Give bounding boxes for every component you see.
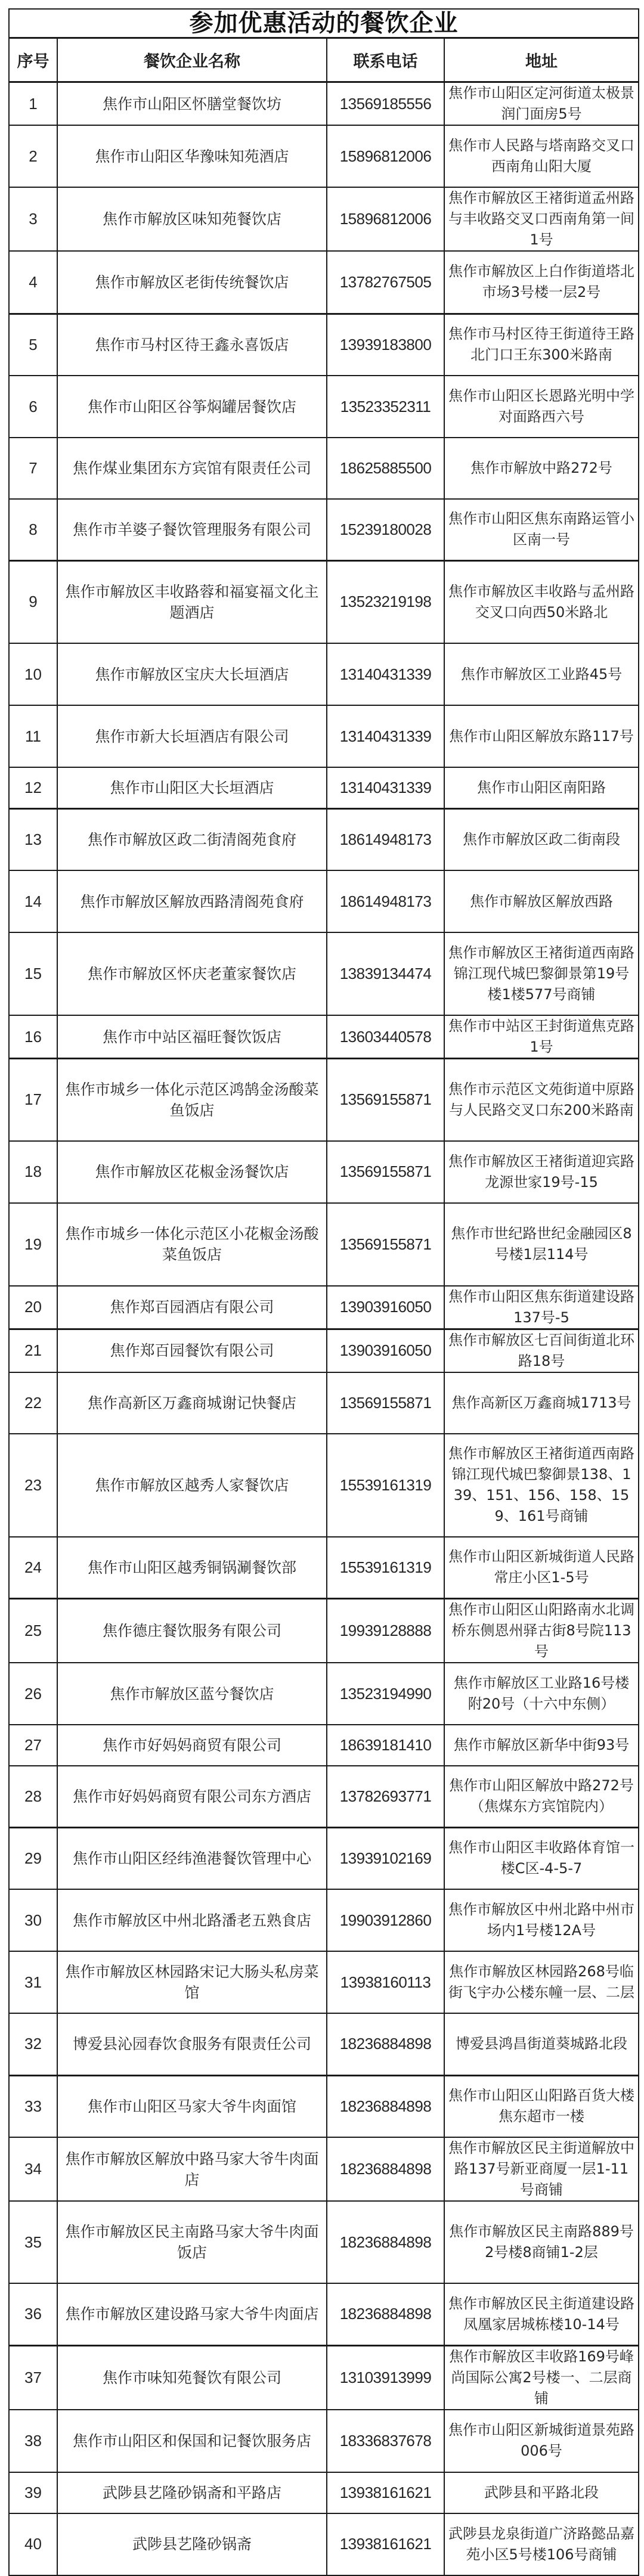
phone-cell: 13140431339 bbox=[327, 643, 444, 705]
table-row bbox=[9, 705, 639, 767]
table-row bbox=[9, 1537, 639, 1599]
seq-cell: 16 bbox=[9, 1015, 57, 1059]
restaurant-list-sheet bbox=[8, 8, 638, 2576]
phone-cell: 13939183800 bbox=[327, 314, 444, 376]
name-cell: 焦作市解放区丰收路蓉和福宴福文化主题酒店 bbox=[57, 560, 327, 643]
phone-cell: 18236884898 bbox=[327, 2013, 444, 2075]
seq-cell: 22 bbox=[9, 1372, 57, 1434]
table-row bbox=[9, 932, 639, 1015]
table-row bbox=[9, 187, 639, 251]
table-row bbox=[9, 1599, 639, 1663]
phone-cell: 18625885500 bbox=[327, 438, 444, 499]
table-row bbox=[9, 1203, 639, 1286]
address-cell: 焦作市解放区丰收路与孟州路交叉口向西50米路北 bbox=[444, 560, 639, 643]
seq-cell: 29 bbox=[9, 1827, 57, 1889]
page-title: 参加优惠活动的餐饮企业 bbox=[9, 9, 639, 38]
phone-cell: 13603440578 bbox=[327, 1015, 444, 1059]
table-row bbox=[9, 1951, 639, 2013]
phone-cell: 15539161319 bbox=[327, 1537, 444, 1599]
table-row bbox=[9, 2075, 639, 2137]
table-row bbox=[9, 1015, 639, 1059]
seq-cell: 28 bbox=[9, 1766, 57, 1827]
phone-cell: 13523219198 bbox=[327, 560, 444, 643]
table-row bbox=[9, 767, 639, 808]
address-cell: 焦作市解放区上白作街道塔北市场3号楼一层2号 bbox=[444, 251, 639, 314]
phone-cell: 18236884898 bbox=[327, 2137, 444, 2201]
seq-cell: 35 bbox=[9, 2201, 57, 2283]
name-cell: 焦作市好妈妈商贸有限公司 bbox=[57, 1725, 327, 1766]
name-cell: 焦作市解放区宝庆大长垣酒店 bbox=[57, 643, 327, 705]
address-cell: 焦作市解放区解放西路 bbox=[444, 870, 639, 932]
name-cell: 焦作市好妈妈商贸有限公司东方酒店 bbox=[57, 1766, 327, 1827]
seq-cell: 20 bbox=[9, 1286, 57, 1329]
name-cell: 焦作市解放区建设路马家大爷牛肉面店 bbox=[57, 2283, 327, 2345]
address-cell: 焦作市山阳区焦东街道建设路137号-5 bbox=[444, 1286, 639, 1329]
seq-cell: 12 bbox=[9, 767, 57, 808]
table-row bbox=[9, 870, 639, 932]
phone-cell: 13782767505 bbox=[327, 251, 444, 314]
name-cell: 武陟县艺隆砂锅斋 bbox=[57, 2513, 327, 2575]
phone-cell: 18236884898 bbox=[327, 2075, 444, 2137]
seq-cell: 32 bbox=[9, 2013, 57, 2075]
seq-cell: 11 bbox=[9, 705, 57, 767]
phone-cell: 13839134474 bbox=[327, 932, 444, 1015]
table-row bbox=[9, 1766, 639, 1827]
seq-cell: 17 bbox=[9, 1059, 57, 1141]
address-cell: 焦作市解放区王褚街道西南路锦江现代城巴黎御景第19号楼1楼577号商铺 bbox=[444, 932, 639, 1015]
address-cell: 焦作市山阳区焦东南路运管小区南一号 bbox=[444, 499, 639, 560]
address-cell: 焦作市中站区王封街道焦克路1号 bbox=[444, 1015, 639, 1059]
seq-cell: 8 bbox=[9, 499, 57, 560]
name-cell: 焦作市解放区解放中路马家大爷牛肉面店 bbox=[57, 2137, 327, 2201]
address-cell: 焦作市解放区民主南路889号2号楼8商铺1-2层 bbox=[444, 2201, 639, 2283]
name-cell: 武陟县艺隆砂锅斋和平路店 bbox=[57, 2472, 327, 2513]
table-row bbox=[9, 376, 639, 438]
name-cell: 焦作市羊婆子餐饮管理服务有限公司 bbox=[57, 499, 327, 560]
name-cell: 焦作市山阳区越秀铜锅涮餐饮部 bbox=[57, 1537, 327, 1599]
name-cell: 焦作市山阳区经纬渔港餐饮管理中心 bbox=[57, 1827, 327, 1889]
seq-cell: 36 bbox=[9, 2283, 57, 2345]
seq-cell: 14 bbox=[9, 870, 57, 932]
address-cell: 焦作市山阳区丰收路体育馆一楼C区-4-5-7 bbox=[444, 1827, 639, 1889]
table-row bbox=[9, 2513, 639, 2575]
table-row bbox=[9, 1372, 639, 1434]
phone-cell: 13938161621 bbox=[327, 2513, 444, 2575]
title-row bbox=[9, 9, 639, 38]
phone-cell: 13903916050 bbox=[327, 1329, 444, 1372]
table-row bbox=[9, 1059, 639, 1141]
name-cell: 焦作煤业集团东方宾馆有限责任公司 bbox=[57, 438, 327, 499]
address-cell: 焦作市解放区王褚街道西南路锦江现代城巴黎御景138、139、151、156、158、159、161号商铺 bbox=[444, 1434, 639, 1537]
name-cell: 焦作郑百园酒店有限公司 bbox=[57, 1286, 327, 1329]
table-row bbox=[9, 1141, 639, 1203]
column-header-name: 餐饮企业名称 bbox=[57, 38, 327, 82]
name-cell: 焦作市味知苑餐饮有限公司 bbox=[57, 2345, 327, 2410]
column-header-phone: 联系电话 bbox=[327, 38, 444, 82]
seq-cell: 10 bbox=[9, 643, 57, 705]
table-row bbox=[9, 125, 639, 187]
name-cell: 焦作市解放区味知苑餐饮店 bbox=[57, 187, 327, 251]
table-row bbox=[9, 251, 639, 314]
table-row bbox=[9, 438, 639, 499]
seq-cell: 23 bbox=[9, 1434, 57, 1537]
name-cell: 焦作市城乡一体化示范区鸿鹄金汤酸菜鱼饭店 bbox=[57, 1059, 327, 1141]
address-cell: 焦作市解放区王褚街道孟州路与丰收路交叉口西南角第一间1号 bbox=[444, 187, 639, 251]
name-cell: 焦作市山阳区和保国和记餐饮服务店 bbox=[57, 2410, 327, 2472]
table-row bbox=[9, 1889, 639, 1951]
table-row bbox=[9, 1725, 639, 1766]
address-cell: 焦作市解放区林园路268号临街飞宇办公楼东幢一层、二层 bbox=[444, 1951, 639, 2013]
name-cell: 焦作市新大长垣酒店有限公司 bbox=[57, 705, 327, 767]
name-cell: 焦作市解放区解放西路清阁苑食府 bbox=[57, 870, 327, 932]
phone-cell: 18614948173 bbox=[327, 808, 444, 870]
address-cell: 焦作市示范区文苑街道中原路与人民路交叉口东200米路南 bbox=[444, 1059, 639, 1141]
table-row bbox=[9, 1286, 639, 1329]
address-cell: 焦作市解放区政二街南段 bbox=[444, 808, 639, 870]
phone-cell: 15239180028 bbox=[327, 499, 444, 560]
table-row bbox=[9, 1329, 639, 1372]
address-cell: 焦作市山阳区山阳路南水北调桥东侧恩州驿古街8号院113号 bbox=[444, 1599, 639, 1663]
name-cell: 焦作郑百园餐饮有限公司 bbox=[57, 1329, 327, 1372]
name-cell: 焦作市山阳区华豫味知苑酒店 bbox=[57, 125, 327, 187]
address-cell: 焦作市马村区待王街道待王路北门口王东300米路南 bbox=[444, 314, 639, 376]
seq-cell: 5 bbox=[9, 314, 57, 376]
address-cell: 焦作市山阳区解放中路272号（焦煤东方宾馆院内） bbox=[444, 1766, 639, 1827]
table-row bbox=[9, 2137, 639, 2201]
table-row bbox=[9, 499, 639, 560]
name-cell: 焦作市解放区蓝兮餐饮店 bbox=[57, 1663, 327, 1725]
phone-cell: 13569155871 bbox=[327, 1372, 444, 1434]
name-cell: 焦作市解放区花椒金汤餐饮店 bbox=[57, 1141, 327, 1203]
restaurant-table bbox=[8, 8, 639, 2576]
address-cell: 武陟县龙泉街道广济路懿品嘉苑小区5号楼106号商铺 bbox=[444, 2513, 639, 2575]
name-cell: 焦作市解放区越秀人家餐饮店 bbox=[57, 1434, 327, 1537]
phone-cell: 13140431339 bbox=[327, 767, 444, 808]
address-cell: 焦作市山阳区山阳路百货大楼焦东超市一楼 bbox=[444, 2075, 639, 2137]
table-body bbox=[9, 82, 639, 2575]
column-header-seq: 序号 bbox=[9, 38, 57, 82]
phone-cell: 13782693771 bbox=[327, 1766, 444, 1827]
table-row bbox=[9, 2410, 639, 2472]
address-cell: 焦作市解放区民主街道建设路凤凰家居城栋楼10-14号 bbox=[444, 2283, 639, 2345]
table-row bbox=[9, 2283, 639, 2345]
address-cell: 焦作市解放区中州北路中州市场内1号楼12A号 bbox=[444, 1889, 639, 1951]
name-cell: 焦作市解放区林园路宋记大肠头私房菜馆 bbox=[57, 1951, 327, 2013]
seq-cell: 4 bbox=[9, 251, 57, 314]
seq-cell: 2 bbox=[9, 125, 57, 187]
seq-cell: 30 bbox=[9, 1889, 57, 1951]
seq-cell: 6 bbox=[9, 376, 57, 438]
phone-cell: 13938161621 bbox=[327, 2472, 444, 2513]
phone-cell: 15896812006 bbox=[327, 125, 444, 187]
table-row bbox=[9, 1434, 639, 1537]
phone-cell: 13569185556 bbox=[327, 82, 444, 126]
seq-cell: 38 bbox=[9, 2410, 57, 2472]
address-cell: 焦作市山阳区新城街道人民路常庄小区1-5号 bbox=[444, 1537, 639, 1599]
phone-cell: 18236884898 bbox=[327, 2201, 444, 2283]
table-row bbox=[9, 2345, 639, 2410]
name-cell: 焦作高新区万鑫商城谢记快餐店 bbox=[57, 1372, 327, 1434]
address-cell: 焦作市解放区七百间街道北环路18号 bbox=[444, 1329, 639, 1372]
address-cell: 焦作市解放区王褚街道迎宾路龙源世家19号-15 bbox=[444, 1141, 639, 1203]
seq-cell: 15 bbox=[9, 932, 57, 1015]
seq-cell: 27 bbox=[9, 1725, 57, 1766]
phone-cell: 13938160113 bbox=[327, 1951, 444, 2013]
phone-cell: 13569155871 bbox=[327, 1141, 444, 1203]
seq-cell: 21 bbox=[9, 1329, 57, 1372]
phone-cell: 13903916050 bbox=[327, 1286, 444, 1329]
seq-cell: 34 bbox=[9, 2137, 57, 2201]
address-cell: 焦作高新区万鑫商城1713号 bbox=[444, 1372, 639, 1434]
seq-cell: 1 bbox=[9, 82, 57, 126]
table-row bbox=[9, 808, 639, 870]
phone-cell: 13569155871 bbox=[327, 1203, 444, 1286]
phone-cell: 15896812006 bbox=[327, 187, 444, 251]
table-row bbox=[9, 82, 639, 126]
table-row bbox=[9, 2013, 639, 2075]
seq-cell: 26 bbox=[9, 1663, 57, 1725]
name-cell: 焦作市中站区福旺餐饮饭店 bbox=[57, 1015, 327, 1059]
seq-cell: 3 bbox=[9, 187, 57, 251]
header-row bbox=[9, 38, 639, 82]
seq-cell: 37 bbox=[9, 2345, 57, 2410]
phone-cell: 15539161319 bbox=[327, 1434, 444, 1537]
phone-cell: 13523194990 bbox=[327, 1663, 444, 1725]
name-cell: 焦作市山阳区谷筝焖罐居餐饮店 bbox=[57, 376, 327, 438]
table-row bbox=[9, 314, 639, 376]
address-cell: 焦作市人民路与塔南路交叉口西南角山阳大厦 bbox=[444, 125, 639, 187]
name-cell: 焦作市解放区怀庆老董家餐饮店 bbox=[57, 932, 327, 1015]
address-cell: 焦作市世纪路世纪金融园区8号楼1层114号 bbox=[444, 1203, 639, 1286]
name-cell: 博爱县沁园春饮食服务有限责任公司 bbox=[57, 2013, 327, 2075]
phone-cell: 19939128888 bbox=[327, 1599, 444, 1663]
table-row bbox=[9, 643, 639, 705]
seq-cell: 9 bbox=[9, 560, 57, 643]
address-cell: 焦作市山阳区南阳路 bbox=[444, 767, 639, 808]
address-cell: 焦作市山阳区新城街道景苑路006号 bbox=[444, 2410, 639, 2472]
seq-cell: 7 bbox=[9, 438, 57, 499]
seq-cell: 19 bbox=[9, 1203, 57, 1286]
name-cell: 焦作市解放区中州北路潘老五熟食店 bbox=[57, 1889, 327, 1951]
name-cell: 焦作市山阳区怀膳堂餐饮坊 bbox=[57, 82, 327, 126]
address-cell: 博爱县鸿昌街道葵城路北段 bbox=[444, 2013, 639, 2075]
table-row bbox=[9, 560, 639, 643]
phone-cell: 13140431339 bbox=[327, 705, 444, 767]
address-cell: 焦作市山阳区定河街道太极景润门面房5号 bbox=[444, 82, 639, 126]
phone-cell: 19903912860 bbox=[327, 1889, 444, 1951]
seq-cell: 13 bbox=[9, 808, 57, 870]
seq-cell: 18 bbox=[9, 1141, 57, 1203]
address-cell: 焦作市解放区民主街道解放中路137号新亚商厦一层1-11号商铺 bbox=[444, 2137, 639, 2201]
seq-cell: 25 bbox=[9, 1599, 57, 1663]
address-cell: 焦作市解放区工业路16号楼附20号（十六中东侧） bbox=[444, 1663, 639, 1725]
address-cell: 焦作市山阳区解放东路117号 bbox=[444, 705, 639, 767]
table-row bbox=[9, 1827, 639, 1889]
name-cell: 焦作市山阳区大长垣酒店 bbox=[57, 767, 327, 808]
address-cell: 焦作市解放中路272号 bbox=[444, 438, 639, 499]
address-cell: 焦作市解放区丰收路169号峰尚国际公寓2号楼一、二层商铺 bbox=[444, 2345, 639, 2410]
seq-cell: 31 bbox=[9, 1951, 57, 2013]
phone-cell: 13103913999 bbox=[327, 2345, 444, 2410]
name-cell: 焦作德庄餐饮服务有限公司 bbox=[57, 1599, 327, 1663]
phone-cell: 13939102169 bbox=[327, 1827, 444, 1889]
name-cell: 焦作市山阳区马家大爷牛肉面馆 bbox=[57, 2075, 327, 2137]
phone-cell: 13569155871 bbox=[327, 1059, 444, 1141]
seq-cell: 33 bbox=[9, 2075, 57, 2137]
name-cell: 焦作市城乡一体化示范区小花椒金汤酸菜鱼饭店 bbox=[57, 1203, 327, 1286]
address-cell: 焦作市解放区新华中街93号 bbox=[444, 1725, 639, 1766]
name-cell: 焦作市解放区老街传统餐饮店 bbox=[57, 251, 327, 314]
table-row bbox=[9, 2472, 639, 2513]
phone-cell: 18336837678 bbox=[327, 2410, 444, 2472]
table-row bbox=[9, 1663, 639, 1725]
phone-cell: 18236884898 bbox=[327, 2283, 444, 2345]
seq-cell: 24 bbox=[9, 1537, 57, 1599]
column-header-address: 地址 bbox=[444, 38, 639, 82]
phone-cell: 18614948173 bbox=[327, 870, 444, 932]
phone-cell: 18639181410 bbox=[327, 1725, 444, 1766]
table-row bbox=[9, 2201, 639, 2283]
address-cell: 武陟县和平路北段 bbox=[444, 2472, 639, 2513]
address-cell: 焦作市山阳区长恩路光明中学对面路西六号 bbox=[444, 376, 639, 438]
name-cell: 焦作市马村区待王鑫永喜饭店 bbox=[57, 314, 327, 376]
address-cell: 焦作市解放区工业路45号 bbox=[444, 643, 639, 705]
phone-cell: 13523352311 bbox=[327, 376, 444, 438]
seq-cell: 39 bbox=[9, 2472, 57, 2513]
seq-cell: 40 bbox=[9, 2513, 57, 2575]
name-cell: 焦作市解放区民主南路马家大爷牛肉面饭店 bbox=[57, 2201, 327, 2283]
name-cell: 焦作市解放区政二街清阁苑食府 bbox=[57, 808, 327, 870]
